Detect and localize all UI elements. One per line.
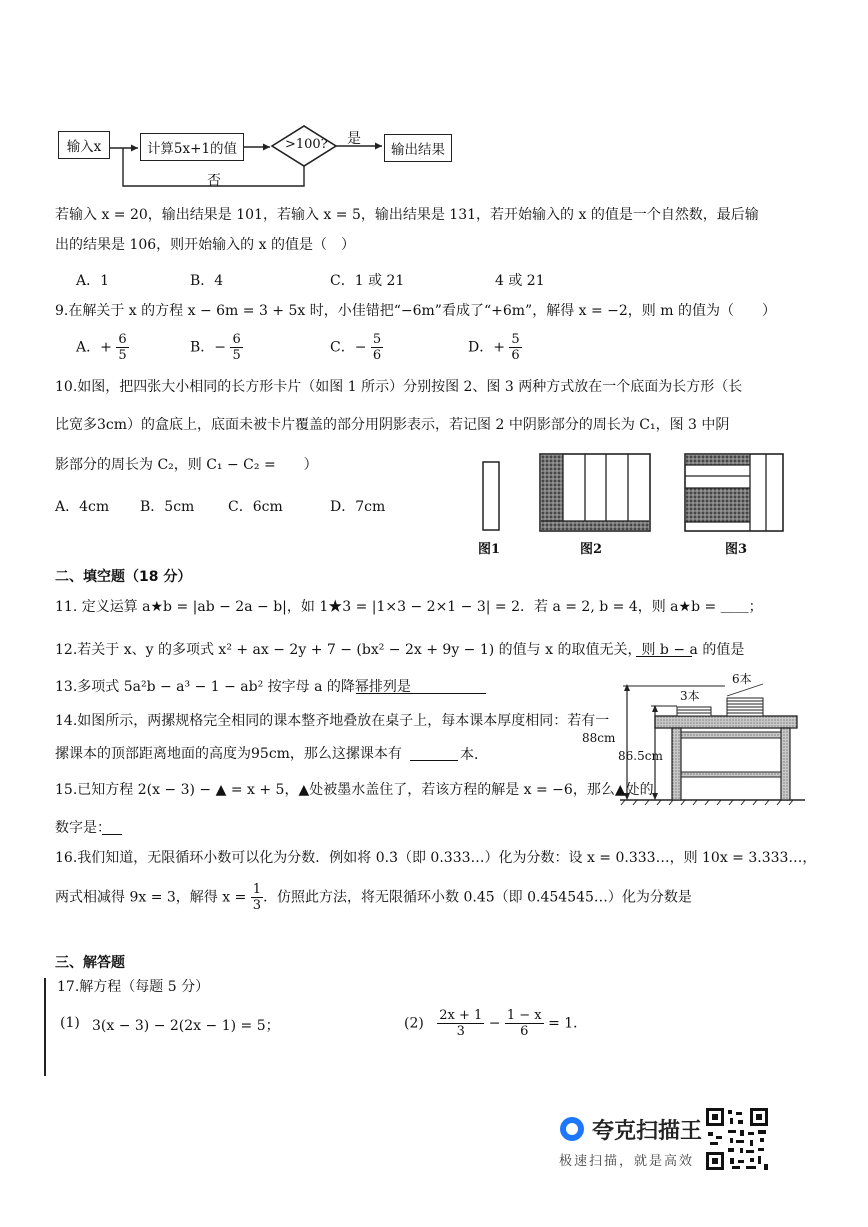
- q17-p2-frac1-num: 2x + 1: [439, 1008, 483, 1023]
- q12-text: 12.若关于 x、y 的多项式 x² + ax − 2y + 7 − (bx² − 2x + 9y − 1) 的值与 x 的取值无关，则 b − a 的值是: [55, 642, 745, 658]
- q10-fig1-label: 图1: [478, 542, 501, 557]
- q13-answer-blank: [356, 693, 486, 694]
- q17-p2: [404, 1008, 587, 1039]
- q17-p1-label: (1): [60, 1015, 80, 1031]
- q10-option-d: D．7cm: [330, 499, 386, 515]
- q9-option-a: [76, 332, 129, 363]
- q8-option-a: A．1: [76, 273, 110, 289]
- q9-option-c-label: C．: [330, 339, 355, 356]
- left-margin-line: [44, 978, 46, 1076]
- q14-fig-label-6: 6本: [732, 672, 752, 686]
- q9-option-c-sign: −: [354, 339, 367, 356]
- q8-line2: 出的结果是 106，则开始输入的 x 的值是（ ）: [55, 237, 355, 253]
- q14-unit: 本．: [460, 747, 488, 763]
- q9-option-a-den: 5: [118, 348, 127, 363]
- fig2-box: [540, 454, 650, 531]
- flow-compute-label: 计算5x+1的值: [146, 141, 238, 157]
- q12-answer-blank: [636, 656, 692, 657]
- q9-option-a-fraction: [116, 332, 128, 363]
- q10-option-b: B．5cm: [140, 499, 195, 515]
- q17-p2-frac2-den: 6: [520, 1024, 529, 1039]
- q9-option-c-den: 6: [372, 348, 382, 363]
- q17-p1-equation: 3(x − 3) − 2(2x − 1) = 5；: [92, 1018, 280, 1034]
- q9-option-a-num: 6: [118, 332, 127, 347]
- q8-option-b: B．4: [190, 273, 224, 289]
- q14-fig-label-88: 88cm: [582, 731, 616, 745]
- q10-line2: 比宽多3cm）的盒底上，底面未被卡片覆盖的部分用阴影表示，若记图 2 中阴影部分的周长为 C₁，图 3 中阴: [55, 417, 730, 433]
- q17-p2-frac2: [505, 1008, 544, 1039]
- q9-option-b-sign: −: [214, 339, 227, 356]
- q9-option-d: [468, 332, 522, 363]
- flow-output-label: 输出结果: [391, 142, 445, 158]
- q8-option-d: 4 或 21: [495, 273, 545, 289]
- q9-option-d-label: D．: [468, 339, 494, 356]
- q9-option-b: [190, 332, 243, 363]
- q10-fig2-label: 图2: [580, 542, 603, 557]
- scanner-logo-icon: [560, 1117, 584, 1141]
- q9-option-b-den: 5: [232, 348, 241, 363]
- q10-figures: [470, 448, 790, 538]
- section3-title: 三、解答题: [55, 955, 125, 971]
- q14-line2: 摞课本的顶部距离地面的高度为95cm，那么这摞课本有: [55, 746, 402, 762]
- qr-code-icon: [706, 1108, 768, 1170]
- fig1-card: [483, 462, 499, 530]
- q16-frac-num: 1: [252, 882, 262, 897]
- q10-option-c: C．6cm: [228, 499, 283, 515]
- flow-decision-label: >100?: [285, 137, 328, 152]
- flow-input-label: 输入x: [66, 139, 102, 155]
- q10-option-a: A．4cm: [55, 499, 110, 515]
- q9-option-d-num: 5: [511, 332, 520, 347]
- q16-line2b: ．仿照此方法，将无限循环小数 0.4̇5̇（即 0.454545…）化为分数是: [263, 889, 692, 906]
- q16-fraction: [251, 882, 263, 913]
- q9-option-b-label: B．: [190, 339, 215, 356]
- q9-option-d-den: 6: [511, 348, 520, 363]
- q17-p2-frac1: [437, 1008, 484, 1039]
- fig3-box: [685, 454, 783, 531]
- q16-line1: 16.我们知道，无限循环小数可以化为分数．例如将 0.3̇（即 0.333…）化为分数：设 x = 0.333…，则 10x = 3.333…，: [55, 850, 817, 866]
- q17-title: 17.解方程（每题 5 分）: [57, 979, 210, 995]
- q16-line2a: 两式相减得 9x = 3，解得 x =: [55, 889, 247, 906]
- q9-option-c-fraction: [371, 332, 383, 363]
- q14-fig-label-3: 3本: [680, 689, 700, 703]
- q11-text: 11. 定义运算 a★b = |ab − 2a − b|，如 1★3 = |1×3 − 2×1 − 3| = 2．若 a = 2, b = 4，则 a★b = ＿＿；: [55, 599, 763, 615]
- q17-p2-minus: −: [488, 1015, 501, 1032]
- q10-fig3-label: 图3: [725, 542, 748, 557]
- q9-option-d-fraction: [509, 332, 521, 363]
- q8-line1: 若输入 x = 20，输出结果是 101，若输入 x = 5，输出结果是 131，若开始输入的 x 的值是一个自然数，最后输: [55, 207, 759, 223]
- q9-option-c: [330, 332, 383, 363]
- q16-line2: [55, 882, 692, 913]
- section2-title: 二、填空题（18 分）: [55, 569, 192, 585]
- q9-option-b-num: 6: [232, 332, 241, 347]
- q15-line1: 15.已知方程 2(x − 3) − ▲ = x + 5，▲处被墨水盖住了，若该方程的解是 x = −6，那么▲处的: [55, 782, 654, 798]
- q17-p2-end: = 1．: [548, 1015, 588, 1032]
- q16-frac-den: 3: [252, 898, 262, 913]
- q17-p2-frac1-den: 3: [456, 1024, 465, 1039]
- q8-option-c: C．1 或 21: [330, 273, 405, 289]
- q15-answer-blank: [102, 834, 122, 835]
- scanner-slogan: 极速扫描，就是高效: [559, 1154, 695, 1169]
- q17-p2-frac2-num: 1 − x: [506, 1008, 542, 1023]
- q14-line1: 14.如图所示，两摞规格完全相同的课本整齐地叠放在桌子上，每本课本厚度相同：若有一: [55, 713, 610, 729]
- q9-option-a-sign: +: [100, 339, 112, 356]
- q13-text: 13.多项式 5a²b − a³ − 1 − ab² 按字母 a 的降幂排列是: [55, 679, 411, 695]
- flow-yes-label: 是: [347, 131, 361, 147]
- scanner-brand: 夸克扫描王: [592, 1119, 703, 1144]
- q10-line1: 10.如图，把四张大小相同的长方形卡片（如图 1 所示）分别按图 2、图 3 两种方式放在一个底面为长方形（长: [55, 379, 743, 395]
- q9-option-d-sign: +: [493, 339, 505, 356]
- q14-answer-blank: [410, 760, 458, 761]
- q9-option-c-num: 5: [372, 332, 382, 347]
- flow-no-label: 否: [207, 173, 221, 189]
- q14-fig-label-865: 86.5cm: [618, 749, 663, 763]
- q17-p2-label: (2): [404, 1015, 424, 1032]
- q9-option-a-label: A．: [76, 339, 101, 356]
- flowchart-connectors: [0, 110, 470, 190]
- q15-line2: 数字是：: [55, 820, 111, 836]
- q9-stem: 9.在解关于 x 的方程 x − 6m = 3 + 5x 时，小佳错把“−6m”看成了“+6m”，解得 x = −2，则 m 的值为（ ）: [55, 303, 776, 319]
- q10-line3: 影部分的周长为 C₂，则 C₁ − C₂ = ）: [55, 457, 318, 473]
- q9-option-b-fraction: [230, 332, 242, 363]
